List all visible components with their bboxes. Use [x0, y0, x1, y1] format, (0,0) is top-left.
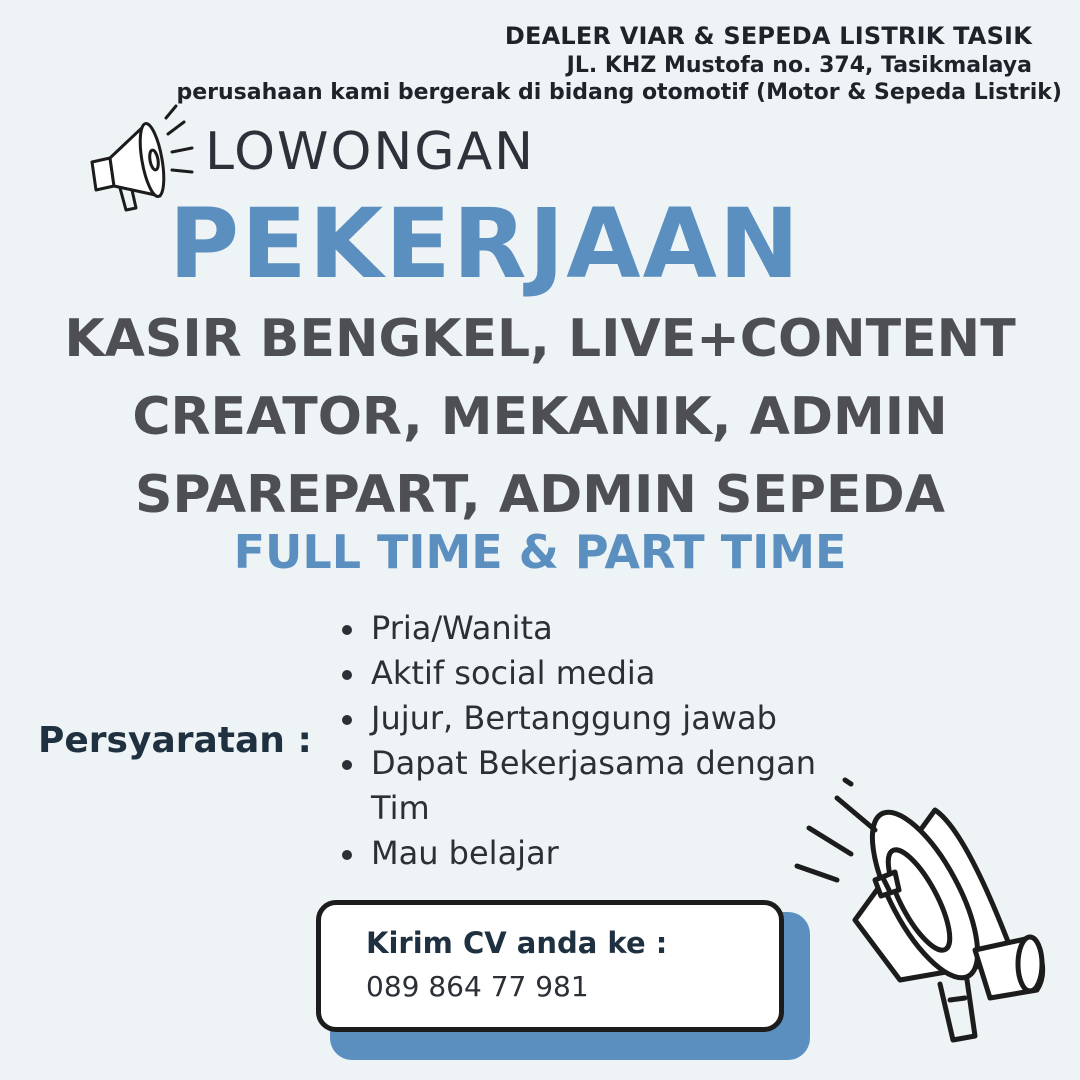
contact-label: Kirim CV anda ke :	[366, 926, 668, 960]
title-pekerjaan: PEKERJAAN	[168, 188, 802, 300]
requirements-label: Persyaratan :	[38, 720, 312, 761]
bullet-icon	[342, 760, 352, 770]
requirement-item: Dapat Bekerjasama dengan Tim	[338, 741, 841, 831]
company-name: DEALER VIAR & SEPEDA LISTRIK TASIK	[504, 22, 1032, 50]
positions-line-2: CREATOR, MEKANIK, ADMIN	[132, 387, 948, 447]
requirement-item: Mau belajar	[338, 831, 841, 876]
bullet-icon	[342, 850, 352, 860]
positions-line-1: KASIR BENGKEL, LIVE+CONTENT	[64, 309, 1016, 369]
bullet-icon	[342, 715, 352, 725]
megaphone-large-icon	[815, 770, 1065, 1050]
requirements-list	[338, 606, 841, 876]
bullet-icon	[342, 625, 352, 635]
positions-list	[60, 300, 1020, 534]
bullet-icon	[342, 670, 352, 680]
requirement-item: Aktif social media	[338, 651, 841, 696]
job-type: FULL TIME & PART TIME	[233, 525, 847, 579]
positions-line-3: SPAREPART, ADMIN SEPEDA	[135, 465, 945, 525]
company-address: JL. KHZ Mustofa no. 374, Tasikmalaya	[566, 53, 1032, 78]
requirement-item: Pria/Wanita	[338, 606, 841, 651]
company-tagline: perusahaan kami bergerak di bidang otomotif (Motor & Sepeda Listrik)	[176, 80, 1062, 105]
requirement-item: Jujur, Bertanggung jawab	[338, 696, 841, 741]
contact-box	[316, 900, 784, 1032]
contact-phone[interactable]: 089 864 77 981	[366, 970, 589, 1003]
title-lowongan: LOWONGAN	[205, 122, 536, 182]
